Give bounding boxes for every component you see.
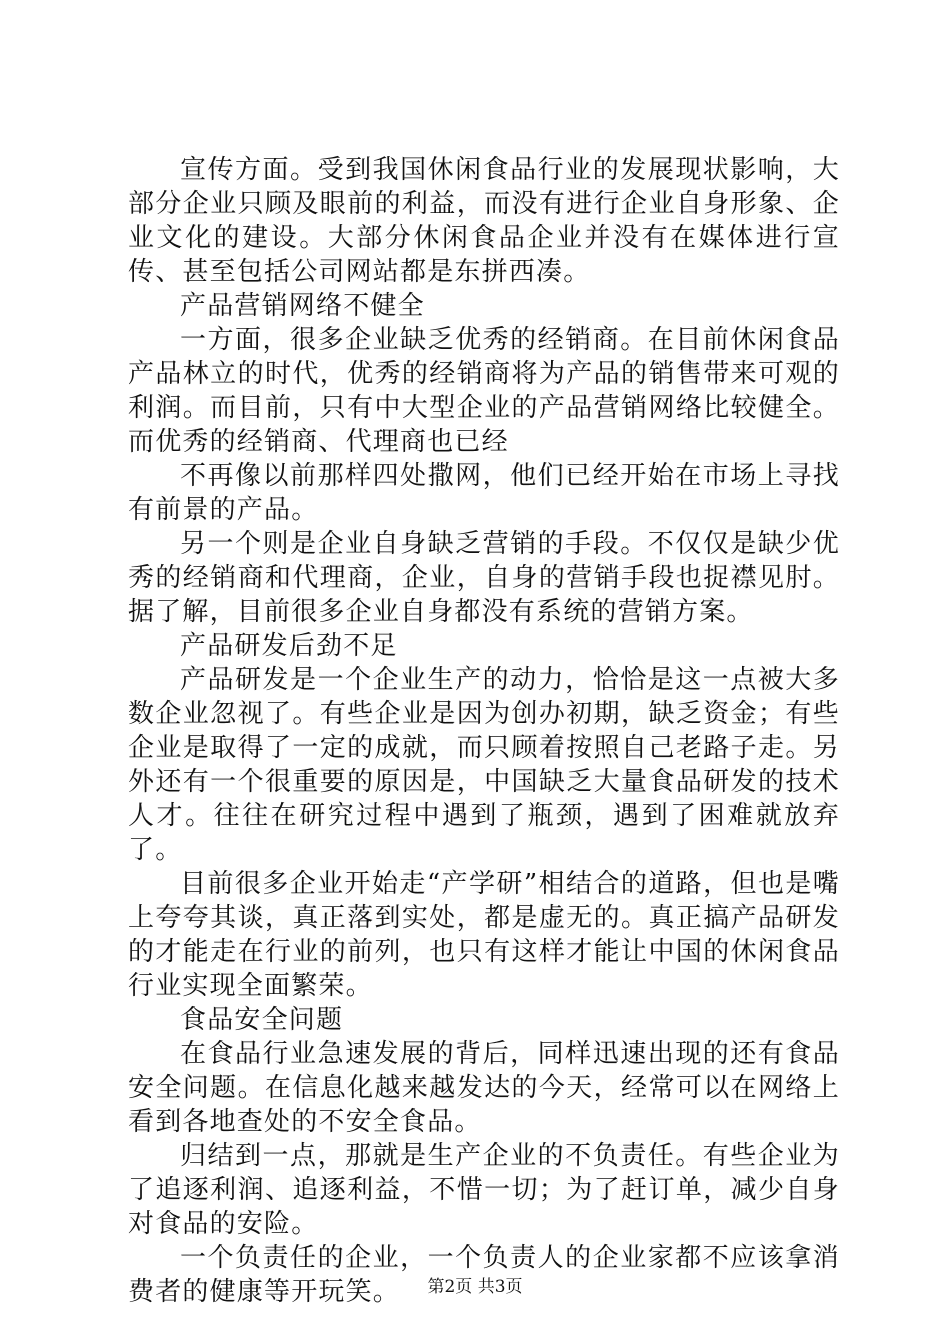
paragraph-distributors-continued: 不再像以前那样四处撒网，他们已经开始在市场上寻找有前景的产品。 bbox=[128, 461, 840, 525]
paragraph-rd-motivation: 产品研发是一个企业生产的动力，恰恰是这一点被大多数企业忽视了。有些企业是因为创办初期，缺乏资金；有些企业是取得了一定的成就，而只顾着按照自己老路子走。另外还有一个很重要的原因是，中国缺乏大量食品研发的技术人才。往往在研究过程中遇到了瓶颈，遇到了困难就放弃了。 bbox=[128, 665, 840, 865]
paragraph-publicity: 宣传方面。受到我国休闲食品行业的发展现状影响，大部分企业只顾及眼前的利益，而没有进行企业自身形象、企业文化的建设。大部分休闲食品企业并没有在媒体进行宣传、甚至包括公司网站都是东拼西凑。 bbox=[128, 155, 840, 287]
paragraph-conclusion: 一个负责任的企业，一个负责人的企业家都不应该拿消费者的健康等开玩笑。 bbox=[128, 1243, 840, 1307]
document-body bbox=[128, 153, 840, 1309]
paragraph-responsibility: 归结到一点，那就是生产企业的不负责任。有些企业为了追逐利润、追逐利益，不惜一切；为了赶订单，减少自身对食品的安险。 bbox=[128, 1141, 840, 1239]
paragraph-food-safety: 在食品行业急速发展的背后，同样迅速出现的还有食品安全问题。在信息化越来越发达的今天，经常可以在网络上看到各地查处的不安全食品。 bbox=[128, 1039, 840, 1137]
heading-marketing-network: 产品营销网络不健全 bbox=[180, 291, 425, 321]
heading-food-safety: 食品安全问题 bbox=[180, 1005, 344, 1035]
page-number-footer: 第2页 共3页 bbox=[427, 1277, 523, 1297]
paragraph-marketing-means: 另一个则是企业自身缺乏营销的手段。不仅仅是缺少优秀的经销商和代理商，企业，自身的营销手段也捉襟见肘。据了解，目前很多企业自身都没有系统的营销方案。 bbox=[128, 529, 840, 627]
heading-product-rd: 产品研发后劲不足 bbox=[180, 631, 398, 661]
paragraph-distributors: 一方面，很多企业缺乏优秀的经销商。在目前休闲食品产品林立的时代，优秀的经销商将为产品的销售带来可观的利润。而目前，只有中大型企业的产品营销网络比较健全。而优秀的经销商、代理商也已经 bbox=[128, 325, 840, 457]
paragraph-industry-academia: 目前很多企业开始走“产学研”相结合的道路，但也是嘴上夸夸其谈，真正落到实处，都是虚无的。真正搞产品研发的才能走在行业的前列，也只有这样才能让中国的休闲食品行业实现全面繁荣。 bbox=[128, 869, 840, 1001]
